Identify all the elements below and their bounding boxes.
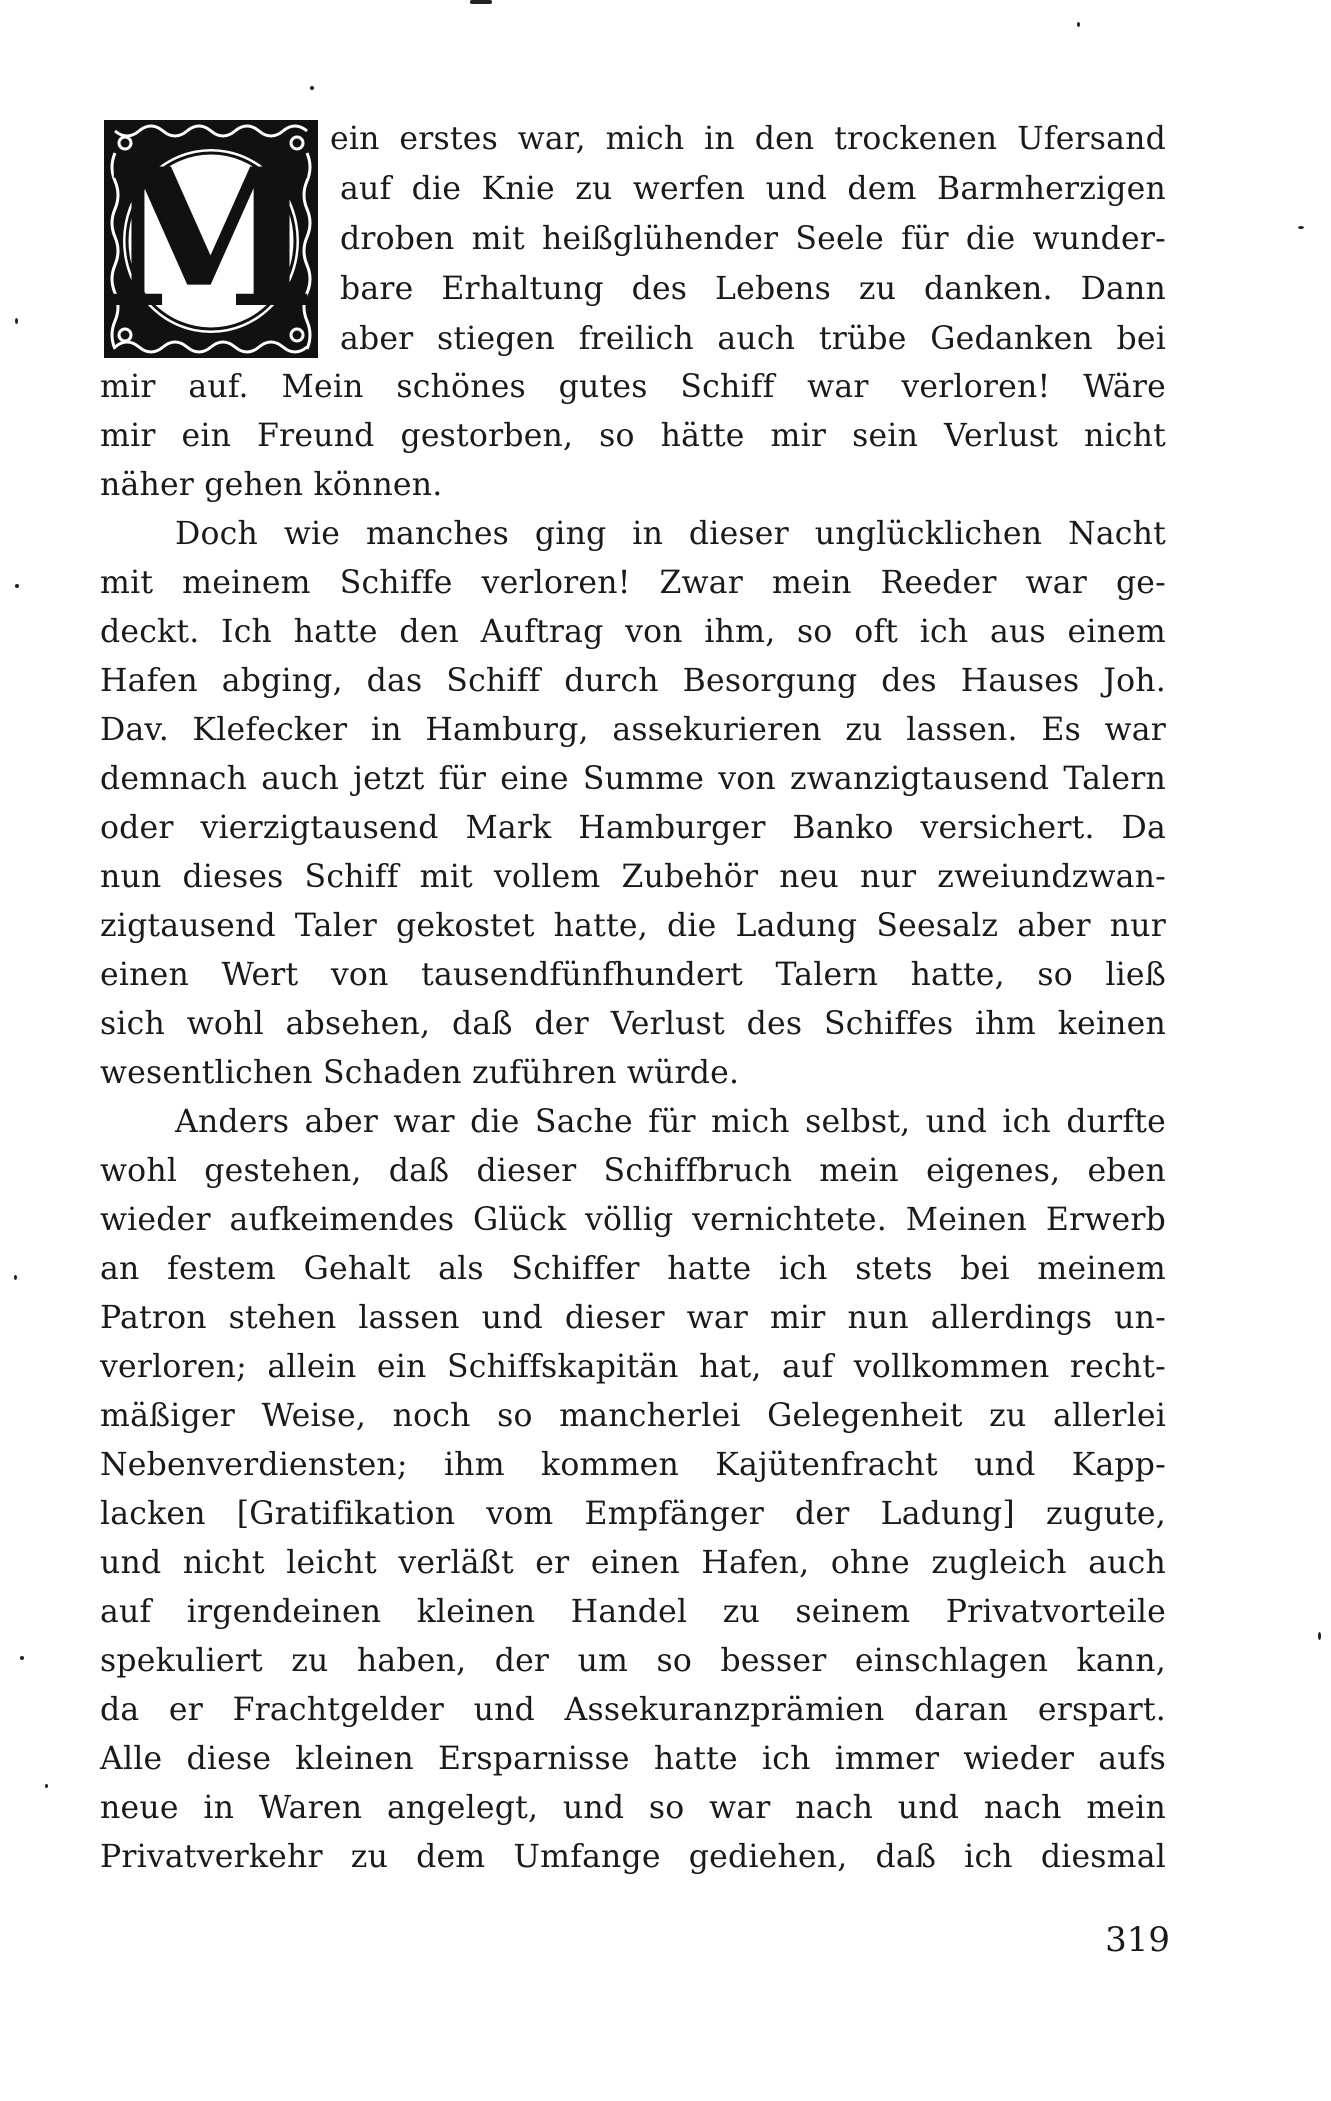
text-line: nun dieses Schiff mit vollem Zubehör neu nur zweiundzwan- [100,859,1166,895]
text-line: oder vierzigtausend Mark Hamburger Banko versichert. Da [100,810,1166,846]
ink-speck [15,318,18,324]
text-line: mit meinem Schiffe verloren! Zwar mein Reeder war ge- [100,565,1166,601]
text-line: zigtausend Taler gekostet hatte, die Ladung Seesalz aber nur [100,908,1166,944]
text-line: einen Wert von tausendfünfhundert Talern hatte, so ließ [100,957,1166,993]
text-line: Alle diese kleinen Ersparnisse hatte ich immer wieder aufs [100,1741,1166,1777]
text-line: wieder aufkeimendes Glück völlig vernichtete. Meinen Erwerb [100,1202,1166,1238]
text-line: sich wohl absehen, daß der Verlust des Schiffes ihm keinen [100,1006,1166,1042]
ink-speck [310,86,314,90]
ink-speck [470,0,492,4]
text-line: Hafen abging, das Schiff durch Besorgung des Hauses Joh. [100,663,1166,699]
text-line: mir ein Freund gestorben, so hätte mir sein Verlust nicht [100,418,1166,454]
text-line: Dav. Klefecker in Hamburg, assekurieren zu lassen. Es war [100,712,1166,748]
text-line: Nebenverdiensten; ihm kommen Kajütenfracht und Kapp- [100,1447,1166,1483]
text-line: demnach auch jetzt für eine Summe von zwanzigtausend Talern [100,761,1166,797]
text-line: mir auf. Mein schönes gutes Schiff war verloren! Wäre [100,369,1166,405]
ink-speck [1298,226,1304,229]
text-line: Privatverkehr zu dem Umfange gediehen, daß ich diesmal [100,1839,1166,1875]
text-line: da er Frachtgelder und Assekuranzprämien daran erspart. [100,1692,1166,1728]
text-line: ein erstes war, mich in den trockenen Ufersand [330,121,1166,157]
text-line: droben mit heißglühender Seele für die wunder- [340,221,1166,257]
text-line: aber stiegen freilich auch trübe Gedanken bei [340,321,1166,357]
text-line: Patron stehen lassen und dieser war mir nun allerdings un- [100,1300,1166,1336]
initial-letter: M [105,127,317,350]
text-line: verloren; allein ein Schiffskapitän hat, auf vollkommen recht- [100,1349,1166,1385]
ink-speck [20,1656,24,1660]
text-line: lacken [Gratifikation vom Empfänger der Ladung] zugute, [100,1496,1166,1532]
text-line: deckt. Ich hatte den Auftrag von ihm, so oft ich aus einem [100,614,1166,650]
text-line: Anders aber war die Sache für mich selbst, und ich durfte [175,1104,1166,1140]
text-line: näher gehen können. [100,467,443,503]
ink-speck [14,1275,17,1280]
text-line: spekuliert zu haben, der um so besser einschlagen kann, [100,1643,1166,1679]
text-line: mäßiger Weise, noch so mancherlei Gelegenheit zu allerlei [100,1398,1166,1434]
ink-speck [1077,22,1080,27]
ink-speck [1318,1632,1321,1640]
text-line: neue in Waren angelegt, und so war nach und nach mein [100,1790,1166,1826]
text-line: bare Erhaltung des Lebens zu danken. Dann [340,271,1166,307]
text-line: Doch wie manches ging in dieser unglücklichen Nacht [175,516,1166,552]
text-line: auf die Knie zu werfen und dem Barmherzigen [340,171,1166,207]
page-number: 319 [1105,1920,1170,1960]
text-line: wohl gestehen, daß dieser Schiffbruch mein eigenes, eben [100,1153,1166,1189]
text-line: an festem Gehalt als Schiffer hatte ich stets bei meinem [100,1251,1166,1287]
text-line: und nicht leicht verläßt er einen Hafen, ohne zugleich auch [100,1545,1166,1581]
ornamental-initial [104,120,318,358]
text-line: auf irgendeinen kleinen Handel zu seinem Privatvorteile [100,1594,1166,1630]
text-line: wesentlichen Schaden zuführen würde. [100,1055,740,1091]
ink-speck [45,1784,48,1788]
ink-speck [15,584,19,588]
